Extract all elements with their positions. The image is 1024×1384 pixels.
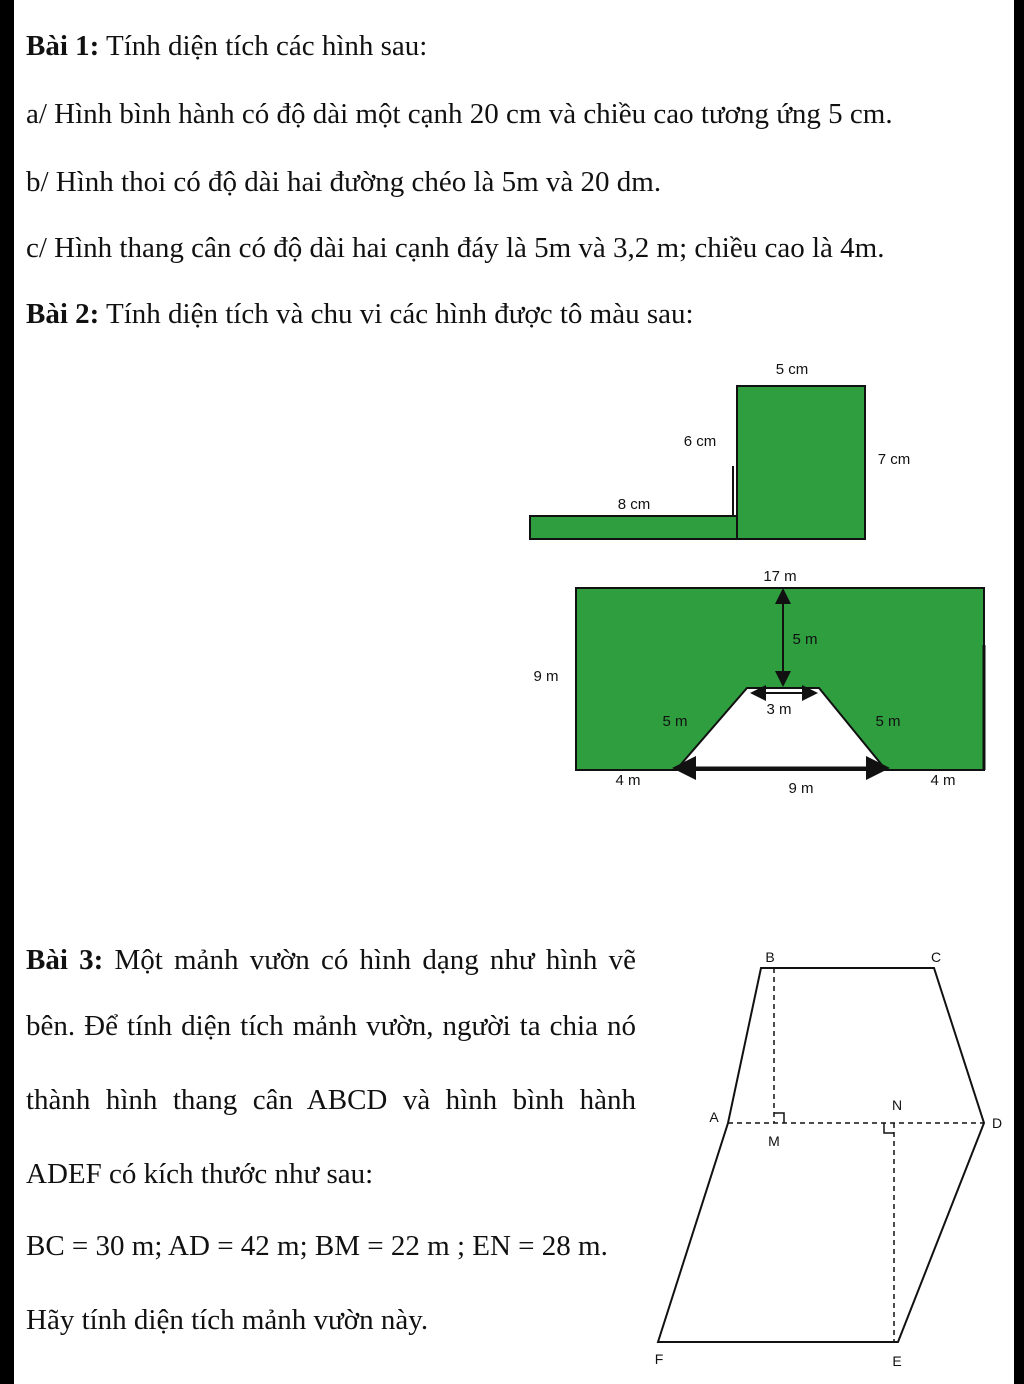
bai3-line-6: Hãy tính diện tích mảnh vườn này. xyxy=(26,1304,429,1336)
fig2-slant-right-label: 5 m xyxy=(875,713,901,730)
bai2-title: Bài 2: Tính diện tích và chu vi các hình được tô màu sau: xyxy=(26,298,694,330)
bai3-line-3: thành hình thang cân ABCD và hình bình hành xyxy=(26,1084,636,1116)
right-angle-n xyxy=(884,1123,894,1133)
vertex-f: F xyxy=(654,1351,664,1367)
vertex-m: M xyxy=(768,1133,780,1149)
garden-outline xyxy=(658,968,984,1342)
fig2-bottom-mid-label: 9 m xyxy=(788,780,814,797)
bai1-title: Bài 1: Tính diện tích các hình sau: xyxy=(26,30,428,62)
bai3-line-4: ADEF có kích thước như sau: xyxy=(26,1158,374,1190)
fig1-top-label: 5 cm xyxy=(775,361,809,378)
vertex-c: C xyxy=(930,949,942,965)
fig2-slant-left-label: 5 m xyxy=(662,713,688,730)
bai3-line-2: bên. Để tính diện tích mảnh vườn, người ta chia nó xyxy=(26,1010,636,1042)
bai3-line-1: Bài 3: Một mảnh vườn có hình dạng như hình vẽ xyxy=(26,944,636,976)
fig2-height-label: 9 m xyxy=(533,668,559,685)
fig2-bottom-right-label: 4 m xyxy=(930,772,956,789)
fig1-base-label: 8 cm xyxy=(617,496,651,513)
fig2-arrow-label: 5 m xyxy=(792,631,818,648)
right-angle-m xyxy=(774,1113,784,1123)
fig2-small-top-label: 3 m xyxy=(766,701,792,718)
fig2-top-label: 17 m xyxy=(763,568,797,585)
bai1-part-b: b/ Hình thoi có độ dài hai đường chéo là 5m và 20 dm. xyxy=(26,166,662,198)
bai3-garden-figure xyxy=(14,0,1014,1384)
bai3-line-5: BC = 30 m; AD = 42 m; BM = 22 m ; EN = 28 m. xyxy=(26,1230,608,1262)
vertex-d: D xyxy=(991,1115,1003,1131)
vertex-a: A xyxy=(709,1109,719,1125)
vertex-b: B xyxy=(765,949,775,965)
bai1-part-a: a/ Hình bình hành có độ dài một cạnh 20 cm và chiều cao tương ứng 5 cm. xyxy=(26,98,893,130)
fig1-right-label: 7 cm xyxy=(877,451,911,468)
worksheet-page xyxy=(14,0,1014,1384)
bai1-part-c: c/ Hình thang cân có độ dài hai cạnh đáy là 5m và 3,2 m; chiều cao là 4m. xyxy=(26,232,885,264)
vertex-n: N xyxy=(891,1097,903,1113)
fig2-bottom-left-label: 4 m xyxy=(615,772,641,789)
vertex-e: E xyxy=(892,1353,902,1369)
fig1-inner-height-label: 6 cm xyxy=(683,433,717,450)
